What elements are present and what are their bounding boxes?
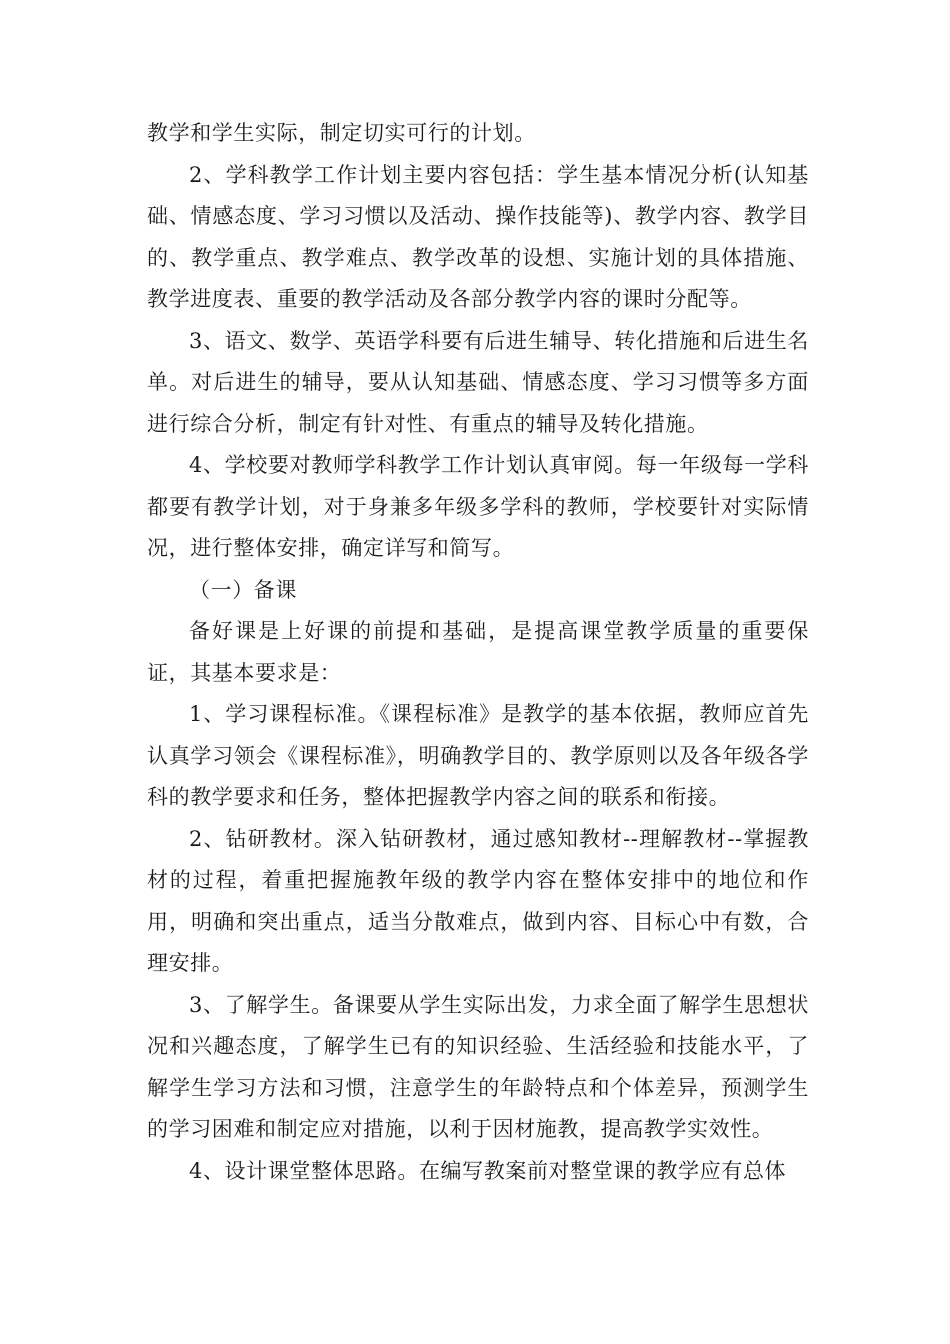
document-body <box>147 113 809 1192</box>
paragraph-underachiever-support: 3、语文、数学、英语学科要有后进生辅导、转化措施和后进生名单。对后进生的辅导，要从认知基础、情感态度、学习习惯等多方面进行综合分析，制定有针对性、有重点的辅导及转化措施。 <box>147 328 809 436</box>
paragraph-continuation: 教学和学生实际，制定切实可行的计划。 <box>147 121 536 145</box>
paragraph-lesson-prep-intro: 备好课是上好课的前提和基础，是提高课堂教学质量的重要保证，其基本要求是： <box>147 619 809 685</box>
paragraph-study-textbook: 2、钻研教材。深入钻研教材，通过感知教材--理解教材--掌握教材的过程，着重把握施教年级的教学内容在整体安排中的地位和作用，明确和突出重点，适当分散难点，做到内容、目标心中有数，合理安排。 <box>147 826 809 975</box>
paragraph-study-curriculum: 1、学习课程标准。《课程标准》是教学的基本依据，教师应首先认真学习领会《课程标准》，明确教学目的、教学原则以及各年级各学科的教学要求和任务，整体把握教学内容之间的联系和衔接。 <box>147 702 809 809</box>
paragraph-plan-contents: 2、学科教学工作计划主要内容包括：学生基本情况分析(认知基础、情感态度、学习习惯以及活动、操作技能等)、教学内容、教学目的、教学重点、教学难点、教学改革的设想、实施计划的具体措施、教学进度表、重要的教学活动及各部分教学内容的课时分配等。 <box>147 162 809 311</box>
section-heading-lesson-prep: （一）备课 <box>189 577 297 602</box>
paragraph-design-lesson: 4、设计课堂整体思路。在编写教案前对整堂课的教学应有总体 <box>189 1158 787 1183</box>
paragraph-plan-review: 4、学校要对教师学科教学工作计划认真审阅。每一年级每一学科都要有教学计划，对于身兼多年级多学科的教师，学校要针对实际情况，进行整体安排，确定详写和简写。 <box>147 453 809 560</box>
paragraph-know-students: 3、了解学生。备课要从学生实际出发，力求全面了解学生思想状况和兴趣态度，了解学生已有的知识经验、生活经验和技能水平，了解学生学习方法和习惯，注意学生的年龄特点和个体差异，预测学生的学习困难和制定应对措施，以利于因材施教，提高教学实效性。 <box>147 992 809 1141</box>
